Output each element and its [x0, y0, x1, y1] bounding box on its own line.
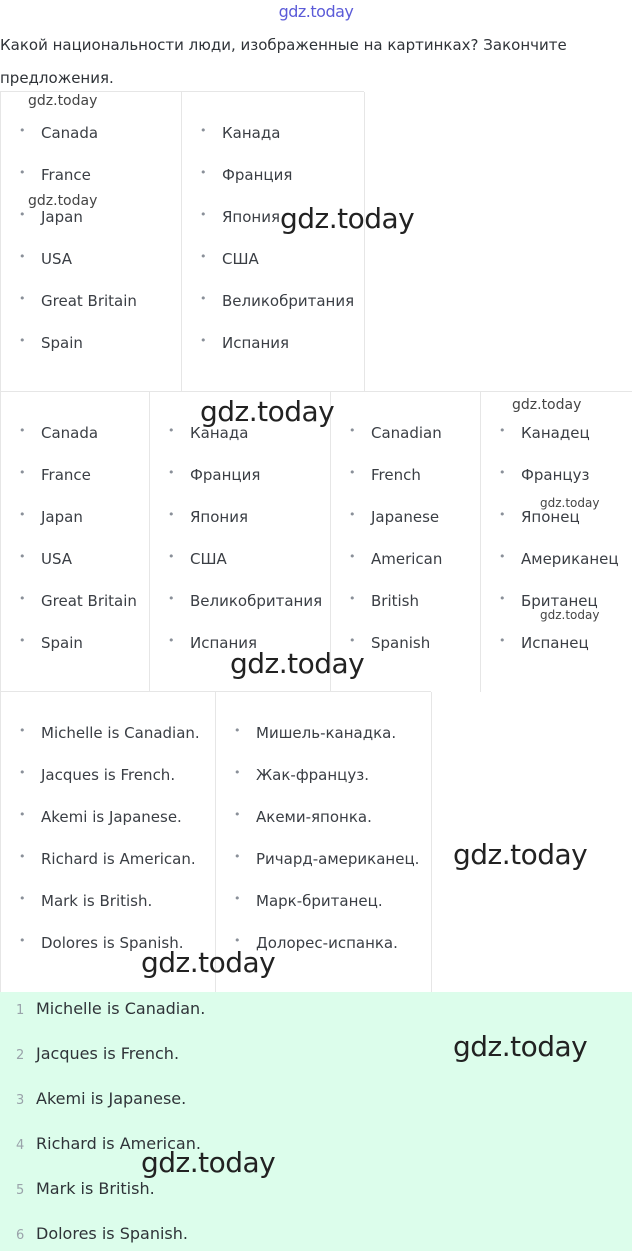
list-item: • Испания: [172, 634, 257, 652]
answer-item: 2 Jacques is French.: [16, 1044, 180, 1063]
list-item: • Британец: [503, 592, 598, 610]
list-item: • Испания: [204, 334, 289, 352]
watermark: gdz.today: [230, 647, 365, 680]
list-item: • Ричард-американец.: [238, 850, 419, 868]
watermark: gdz.today: [540, 496, 600, 510]
list-item: • Great Britain: [23, 292, 137, 310]
list-item: • British: [353, 592, 419, 610]
list-item: • США: [172, 550, 227, 568]
list-item: • Jacques is French.: [23, 766, 175, 784]
list-item: • Japan: [23, 508, 83, 526]
watermark: gdz.today: [141, 946, 276, 979]
list-item: • Akemi is Japanese.: [23, 808, 182, 826]
list-item: • Японец: [503, 508, 580, 526]
answer-item: 5 Mark is British.: [16, 1179, 155, 1198]
watermark: gdz.today: [28, 93, 98, 109]
table2-col-nationality-ru: [480, 392, 632, 692]
table1-col-ru: [181, 92, 365, 392]
list-item: • Michelle is Canadian.: [23, 724, 200, 742]
list-item: • USA: [23, 550, 72, 568]
list-item: • Акеми-японка.: [238, 808, 372, 826]
answer-item: 1 Michelle is Canadian.: [16, 999, 206, 1018]
list-item: • Canada: [23, 124, 98, 142]
answer-item: 6 Dolores is Spanish.: [16, 1224, 188, 1243]
watermark: gdz.today: [28, 193, 98, 209]
table2-col-countries-en: [0, 392, 150, 692]
list-item: • Американец: [503, 550, 619, 568]
list-item: • Dolores is Spanish.: [23, 934, 183, 952]
watermark: gdz.today: [280, 202, 415, 235]
list-item: • Великобритания: [172, 592, 322, 610]
list-item: • Канада: [204, 124, 280, 142]
list-item: • USA: [23, 250, 72, 268]
list-item: • США: [204, 250, 259, 268]
list-item: • Spanish: [353, 634, 430, 652]
list-item: • Richard is American.: [23, 850, 196, 868]
list-item: • French: [353, 466, 421, 484]
list-item: • Japan: [23, 208, 83, 226]
answer-item: 4 Richard is American.: [16, 1134, 201, 1153]
list-item: • Япония: [172, 508, 248, 526]
list-item: • Канадец: [503, 424, 590, 442]
list-item: • Мишель-канадка.: [238, 724, 396, 742]
watermark: gdz.today: [540, 608, 600, 622]
list-item: • Japanese: [353, 508, 439, 526]
list-item: • Spain: [23, 634, 83, 652]
task-text: Какой национальности люди, изображенные на картинках? Закончите предложения.: [0, 36, 567, 87]
list-item: • Великобритания: [204, 292, 354, 310]
list-item: • Жак-француз.: [238, 766, 369, 784]
list-item: • Canadian: [353, 424, 442, 442]
list-item: • Great Britain: [23, 592, 137, 610]
list-item: • France: [23, 466, 91, 484]
list-item: • Spain: [23, 334, 83, 352]
watermark: gdz.today: [200, 395, 335, 428]
list-item: • Марк-британец.: [238, 892, 383, 910]
watermark: gdz.today: [141, 1146, 276, 1179]
watermark: gdz.today: [512, 397, 582, 413]
list-item: • Канада: [172, 424, 248, 442]
table-countries-ru: [0, 91, 364, 392]
list-item: • Canada: [23, 424, 98, 442]
watermark: gdz.today: [453, 838, 588, 871]
answer-item: 3 Akemi is Japanese.: [16, 1089, 187, 1108]
table1-col-en: [0, 92, 182, 392]
watermark: gdz.today: [453, 1030, 588, 1063]
list-item: • Mark is British.: [23, 892, 152, 910]
list-item: • Испанец: [503, 634, 589, 652]
list-item: • Француз: [503, 466, 590, 484]
site-logo[interactable]: gdz.today: [278, 2, 354, 21]
list-item: • France: [23, 166, 91, 184]
list-item: • American: [353, 550, 442, 568]
list-item: • Франция: [204, 166, 292, 184]
list-item: • Франция: [172, 466, 260, 484]
list-item: • Долорес-испанка.: [238, 934, 398, 952]
list-item: • Япония: [204, 208, 280, 226]
